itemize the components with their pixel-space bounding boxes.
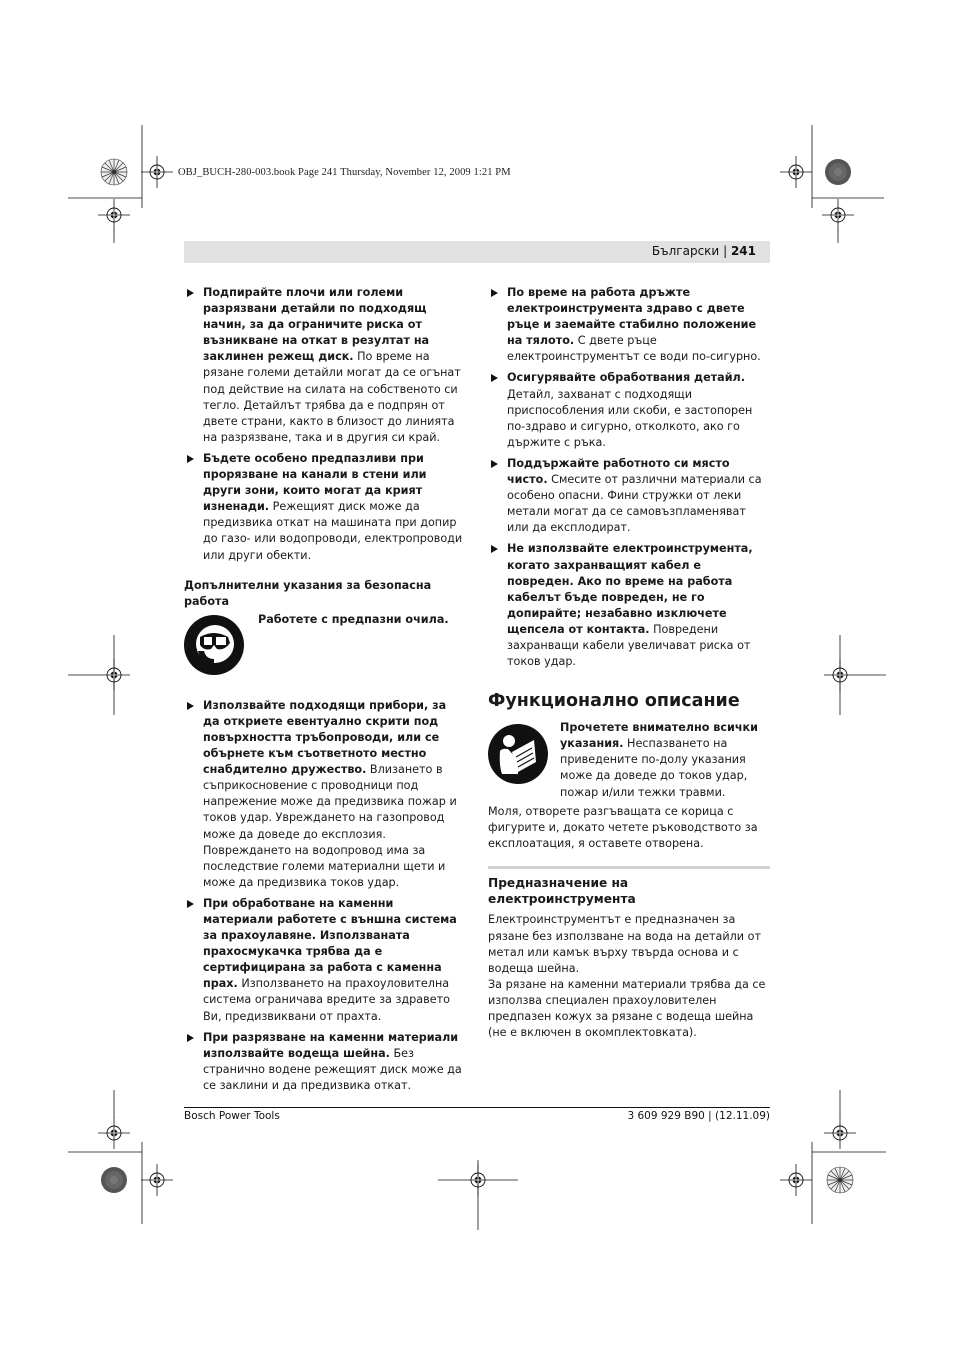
footer-left: Bosch Power Tools	[184, 1110, 280, 1122]
header-separator: |	[723, 244, 728, 258]
item-bold: Не използвайте електроинструмента, когато захранващият кабел е повреден. Ако по време на работа кабелът бъде повреден, не го допирайте; незабавно изключете щепсела от контакта.	[507, 542, 753, 636]
purpose-heading: Предназначение на електроинструмента	[488, 876, 636, 907]
item-text: Влизането в съприкосновение с проводници под напрежение може да предизвика пожар и токов удар. Увреждането на газопровод може да доведе до експлозия. Повреждането на водопровод има за последствие големи материални щети и може да предизвика токов удар.	[203, 763, 457, 889]
item-bold: Поддържайте работното си място чисто.	[507, 456, 730, 487]
item-text: Режещият диск може да предизвика откат на машината при допир до газо- или водопроводи, електропроводи или други обекти.	[203, 500, 463, 562]
page-number: 241	[730, 244, 756, 258]
purpose-paragraph-2: За рязане на каменни материали трябва да се използва специален прахоуловителен предпазен кожух за рязане с водеща шейна (не е включен в окомплектовката).	[488, 977, 766, 1040]
print-info: OBJ_BUCH-280-003.book Page 241 Thursday, November 12, 2009 1:21 PM	[178, 167, 511, 178]
fold-paragraph: Моля, отворете разгъващата се корица с фигурите и, докато четете ръководството за експлоатация, я оставете отворена.	[488, 805, 758, 851]
item-bold: Подпирайте плочи или големи разрязвани детайли по подходящ начин, за да ограничите риска от възникване на откат в резултат на заклинен режещ диск.	[203, 286, 430, 364]
item-bold: При разрязване на каменни материали използвайте водеща шейна.	[203, 1030, 459, 1060]
read-bold: Прочетете внимателно всички указания.	[560, 721, 758, 751]
additional-heading: Допълнителни указания за безопасна работа	[184, 578, 432, 608]
item-text: Повредени захранващи кабели увеличават риска от токов удар.	[507, 622, 751, 669]
item-bold: При обработване на каменни материали работете с външна система за прахоулавяне. Използваната прахосмукачка трябва да е сертифицирана за работа с каменна прах.	[203, 896, 457, 991]
item-text: Използването на прахоуловителна система ограничава вредите за здравето Ви, предизвиквани от прахта.	[203, 977, 450, 1023]
item-text: Детайл, захванат с подходящи приспособления или скоби, е застопорен по-здраво и сигурно, отколкото, ако го държите с ръка.	[507, 387, 753, 449]
goggles-label: Работете с предпазни очила.	[258, 612, 449, 626]
item-text: С двете ръце електроинструментът се води по-сигурно.	[507, 334, 761, 364]
item-text: Без странично водене режещият диск може да се заклини и да предизвика откат.	[203, 1046, 462, 1092]
item-bold: Използвайте подходящи прибори, за да откриете евентуално скрити под повърхността тръбопроводи, или се обърнете към съответното местно снабдително дружество.	[203, 698, 447, 777]
section-title: Функционално описание	[488, 691, 740, 712]
purpose-paragraph-1: Електроинструментът е предназначен за рязане без използване на вода на детайли от метал или камък върху твърда основа и с водеща шейна.	[488, 913, 761, 975]
footer-right: 3 609 929 B90 | (12.11.09)	[627, 1110, 770, 1122]
item-bold: Бъдете особено предпазливи при прорязване на канали в стени или други зони, които могат да крият изненади.	[203, 451, 427, 514]
item-text: Смесите от различни материали са особено опасни. Фини стружки от леки метали могат да се самовъзпламеняват или да експлодират.	[507, 473, 762, 535]
item-text: По време на рязане големи детайли могат да се огънат под действие на силата на собственото си тегло. Детайлът трябва да е подпрян от двете страни, както в близост до линията на разрязване, така и в другия си край.	[203, 350, 461, 444]
read-text: Неспазването на приведените по-долу указания може да доведе до токов удар, пожар и/или тежки травми.	[560, 737, 748, 799]
item-bold: По време на работа дръжте електроинструмента здраво с двете ръце и заемайте стабилно положение на тялото.	[507, 286, 757, 348]
header-language: Български	[651, 244, 720, 258]
item-bold: Осигурявайте обработвания детайл.	[507, 371, 745, 385]
